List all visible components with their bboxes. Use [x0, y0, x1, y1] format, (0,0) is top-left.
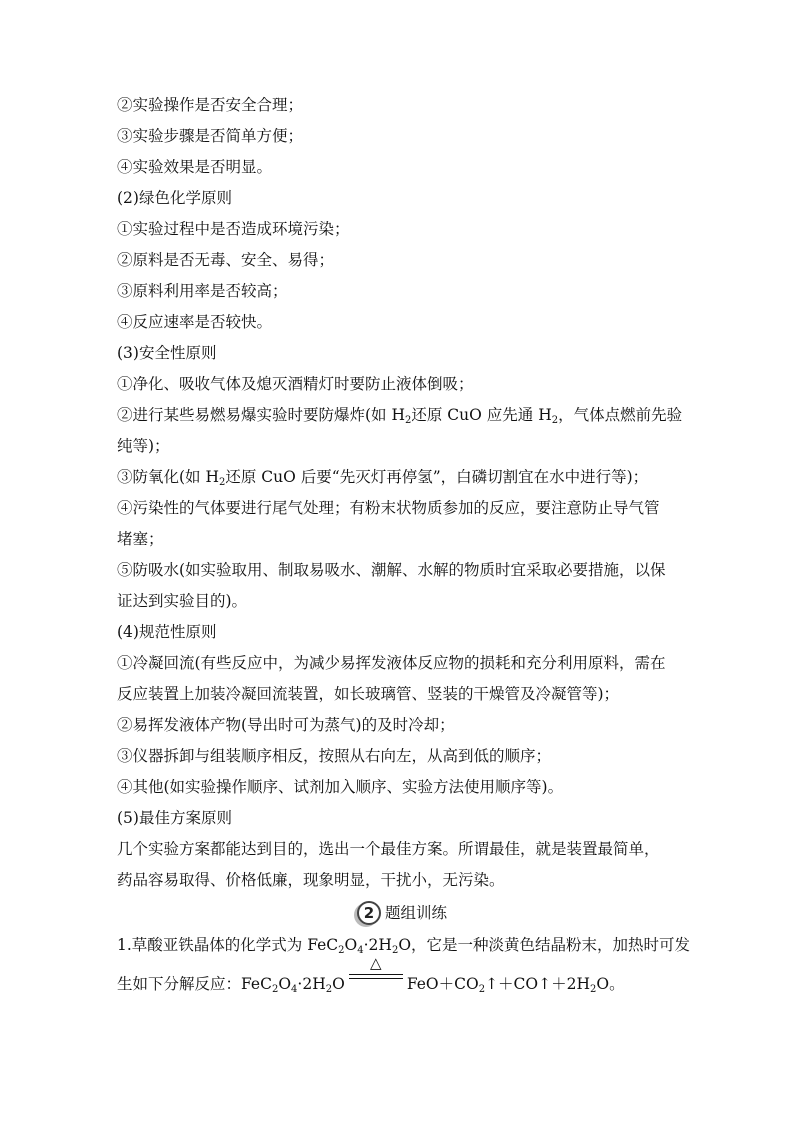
- text-line: ②易挥发液体产物(导出时可为蒸气)的及时冷却；: [117, 716, 455, 734]
- text-line: ④污染性的气体要进行尾气处理；有粉末状物质参加的反应，要注意防止导气管: [117, 499, 660, 517]
- text-line: 堵塞；: [117, 530, 164, 548]
- question-line-2-equation: 生如下分解反应：$FeC_2O_4\cdot 2H_2O$ △ $FeO+CO_2↑+CO↑+2H_2O$。: [117, 954, 625, 995]
- text-line: ④其他(如实验操作顺序、试剂加入顺序、实验方法使用顺序等)。: [117, 778, 564, 796]
- text-line: ②实验操作是否安全合理；: [117, 96, 304, 114]
- text-line: ④反应速率是否较快。: [117, 313, 273, 331]
- circled-number-badge-icon: 2: [357, 901, 381, 925]
- text-line: 证达到实验目的)。: [117, 592, 248, 610]
- text-line: ①净化、吸收气体及熄灭酒精灯时要防止液体倒吸；: [117, 375, 474, 393]
- text-line: ④实验效果是否明显。: [117, 158, 273, 176]
- section-heading-safety: (3)安全性原则: [117, 344, 217, 362]
- exercise-section-title: 题组训练: [384, 904, 447, 922]
- text-line: ①实验过程中是否造成环境污染；: [117, 220, 350, 238]
- heat-triangle-icon: △: [370, 954, 382, 972]
- text-line: 反应装置上加装冷凝回流装置，如长玻璃管、竖装的干燥管及冷凝管等)；: [117, 685, 620, 703]
- heating-condition-sign: [349, 954, 403, 991]
- text-line: 药品容易取得、价格低廉，现象明显，干扰小，无污染。: [117, 871, 505, 889]
- exercise-section-heading: [117, 896, 687, 930]
- text-line: 纯等)；: [117, 437, 170, 455]
- question-line-1: 1.草酸亚铁晶体的化学式为 $FeC_2O_4\cdot 2H_2O$，它是一种淡黄色结晶粉末，加热时可发: [117, 936, 691, 956]
- text-line-oxidation: ③防氧化(如 $H_2$还原 CuO 后要“先灭灯再停氢”，白磷切割宜在水中进行等)；: [117, 468, 649, 488]
- text-line: ③原料利用率是否较高；: [117, 282, 288, 300]
- text-line: ②原料是否无毒、安全、易得；: [117, 251, 335, 269]
- section-heading-standard: (4)规范性原则: [117, 623, 217, 641]
- section-heading-green-chemistry: (2)绿色化学原则: [117, 189, 232, 207]
- text-line: ③仪器拆卸与组装顺序相反，按照从右向左，从高到低的顺序；: [117, 747, 552, 765]
- text-line: 几个实验方案都能达到目的，选出一个最佳方案。所谓最佳，就是装置最简单，: [117, 840, 660, 858]
- section-heading-best-plan: (5)最佳方案原则: [117, 809, 232, 827]
- text-line-explosion: ②进行某些易燃易爆实验时要防爆炸(如 $H_2$还原 CuO 应先通 $H_2$，气体点燃前先验: [117, 406, 683, 426]
- document-body: [117, 90, 691, 1001]
- text-line: ③实验步骤是否简单方便；: [117, 127, 304, 145]
- text-line: ⑤防吸水(如实验取用、制取易吸水、潮解、水解的物质时宜采取必要措施，以保: [117, 561, 666, 579]
- text-line: ①冷凝回流(有些反应中，为减少易挥发液体反应物的损耗和充分利用原料，需在: [117, 654, 666, 672]
